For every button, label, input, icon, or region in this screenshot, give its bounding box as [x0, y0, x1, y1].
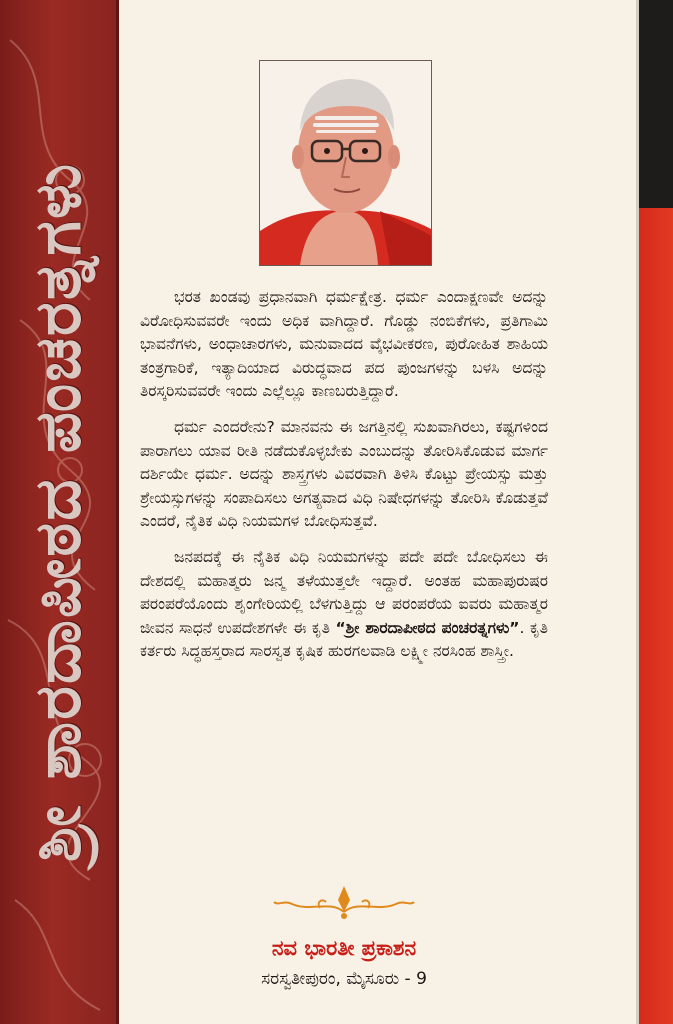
blurb-paragraph-3-text: ಜನಪದಕ್ಕೆ ಈ ನೈತಿಕ ವಿಧಿ ನಿಯಮಗಳನ್ನು ಪದೇ ಪದೇ ಬೋಧಿಸಲು ಈ ದೇಶದಲ್ಲಿ ಮಹಾತ್ಮರು ಜನ್ಮ ತಳೆಯುತ್ತಲೇ ಇದ್ದಾರೆ. ಅಂತಹ ಮಹಾಪುರುಷರ ಪರಂಪರೆಯೊಂದು ಶೃಂಗೇರಿಯಲ್ಲಿ ಬೆಳಗುತ್ತಿದ್ದು ಆ ಪರಂಪರೆಯ ಐವರು ಮಹಾತ್ಮರ ಜೀವನ ಸಾಧನೆ ಉಪದೇಶಗಳೇ ಈ ಕೃತಿ — [140, 547, 548, 637]
publisher-address: ಸರಸ್ವತೀಪುರಂ, ಮೈಸೂರು - 9 — [261, 969, 427, 989]
publisher-name: ನವ ಭಾರತೀ ಪ್ರಕಾಶನ — [271, 936, 417, 960]
blurb-paragraph-1: ಭರತ ಖಂಡವು ಪ್ರಧಾನವಾಗಿ ಧರ್ಮಕ್ಷೇತ್ರ. ಧರ್ಮ ಎಂದಾಕ್ಷಣವೇ ಅದನ್ನು ವಿರೋಧಿಸುವವರೇ ಇಂದು ಅಧಿಕ ವಾಗಿದ್ದಾರೆ. ಗೊಡ್ಡು ನಂಬಿಕೆಗಳು, ಪ್ರತಿಗಾಮಿ ಭಾವನೆಗಳು, ಅಂಧಾಚಾರಗಳು, ಮನುವಾದದ ವೈಭವೀಕರಣ, ಪುರೋಹಿತ ಶಾಹಿಯ ತಂತ್ರಗಾರಿಕೆ, ಇತ್ಯಾದಿಯಾದ ವಿರುದ್ಧವಾದ ಪದ ಪುಂಜಗಳನ್ನು ಬಳಸಿ ಅದನ್ನು ತಿರಸ್ಕರಿಸುವವರೇ ಇಂದು ಎಲ್ಲೆಲ್ಲೂ ಕಾಣಬರುತ್ತಿದ್ದಾರೆ. — [140, 288, 548, 401]
portrait-image — [260, 61, 431, 265]
blurb-paragraph-2: ಧರ್ಮ ಎಂದರೇನು? ಮಾನವನು ಈ ಜಗತ್ತಿನಲ್ಲಿ ಸುಖವಾಗಿರಲು, ಕಷ್ಟಗಳಿಂದ ಪಾರಾಗಲು ಯಾವ ರೀತಿ ನಡೆದುಕೊಳ್ಳಬೇಕು ಎಂಬುದನ್ನು ತೋರಿಸಿಕೊಡುವ ಮಾರ್ಗ ದರ್ಶಿಯೇ ಧರ್ಮ. ಅದನ್ನು ಶಾಸ್ತ್ರಗಳು ವಿವರವಾಗಿ ತಿಳಿಸಿ ಕೊಟ್ಟು ಪ್ರೇಯಸ್ಸು ಮತ್ತು ಶ್ರೇಯಸ್ಸುಗಳನ್ನು ಸಂಪಾದಿಸಲು ಅಗತ್ಯವಾದ ವಿಧಿ ನಿಷೇಧಗಳನ್ನು ತೋರಿಸಿ ಕೊಡುತ್ತವೆ ಎಂದರೆ, ನೈತಿಕ ವಿಧಿ ನಿಯಮಗಳ ಬೋಧಿಸುತ್ತವೆ. — [140, 417, 548, 531]
book-title-highlight: “ಶ್ರೀ ಶಾರದಾಪೀಠದ ಪಂಚರತ್ನಗಳು” — [335, 618, 520, 637]
author-portrait — [259, 60, 432, 266]
cover-edge-black — [639, 0, 673, 208]
blurb-paragraph-3 — [140, 546, 548, 664]
book-spine — [0, 0, 119, 1024]
cover-edge-red — [639, 208, 673, 1024]
blurb-paragraph-3-end: . ಕೃತಿ ಕರ್ತರು ಸಿದ್ಧಹಸ್ತರಾದ ಸಾರಸ್ವತ ಕೃಷಿಕ ಹುರಗಲವಾಡಿ ಲಕ್ಷ್ಮೀ ನರಸಿಂಹ ಶಾಸ್ತ್ರೀ. — [140, 618, 548, 661]
divider-ornament — [270, 882, 418, 922]
back-cover-blurb — [140, 286, 548, 676]
spine-title: ಶ್ರೀ ಶಾರದಾಪೀಠದ ಪಂಚರತ್ನಗಳು — [20, 161, 96, 863]
